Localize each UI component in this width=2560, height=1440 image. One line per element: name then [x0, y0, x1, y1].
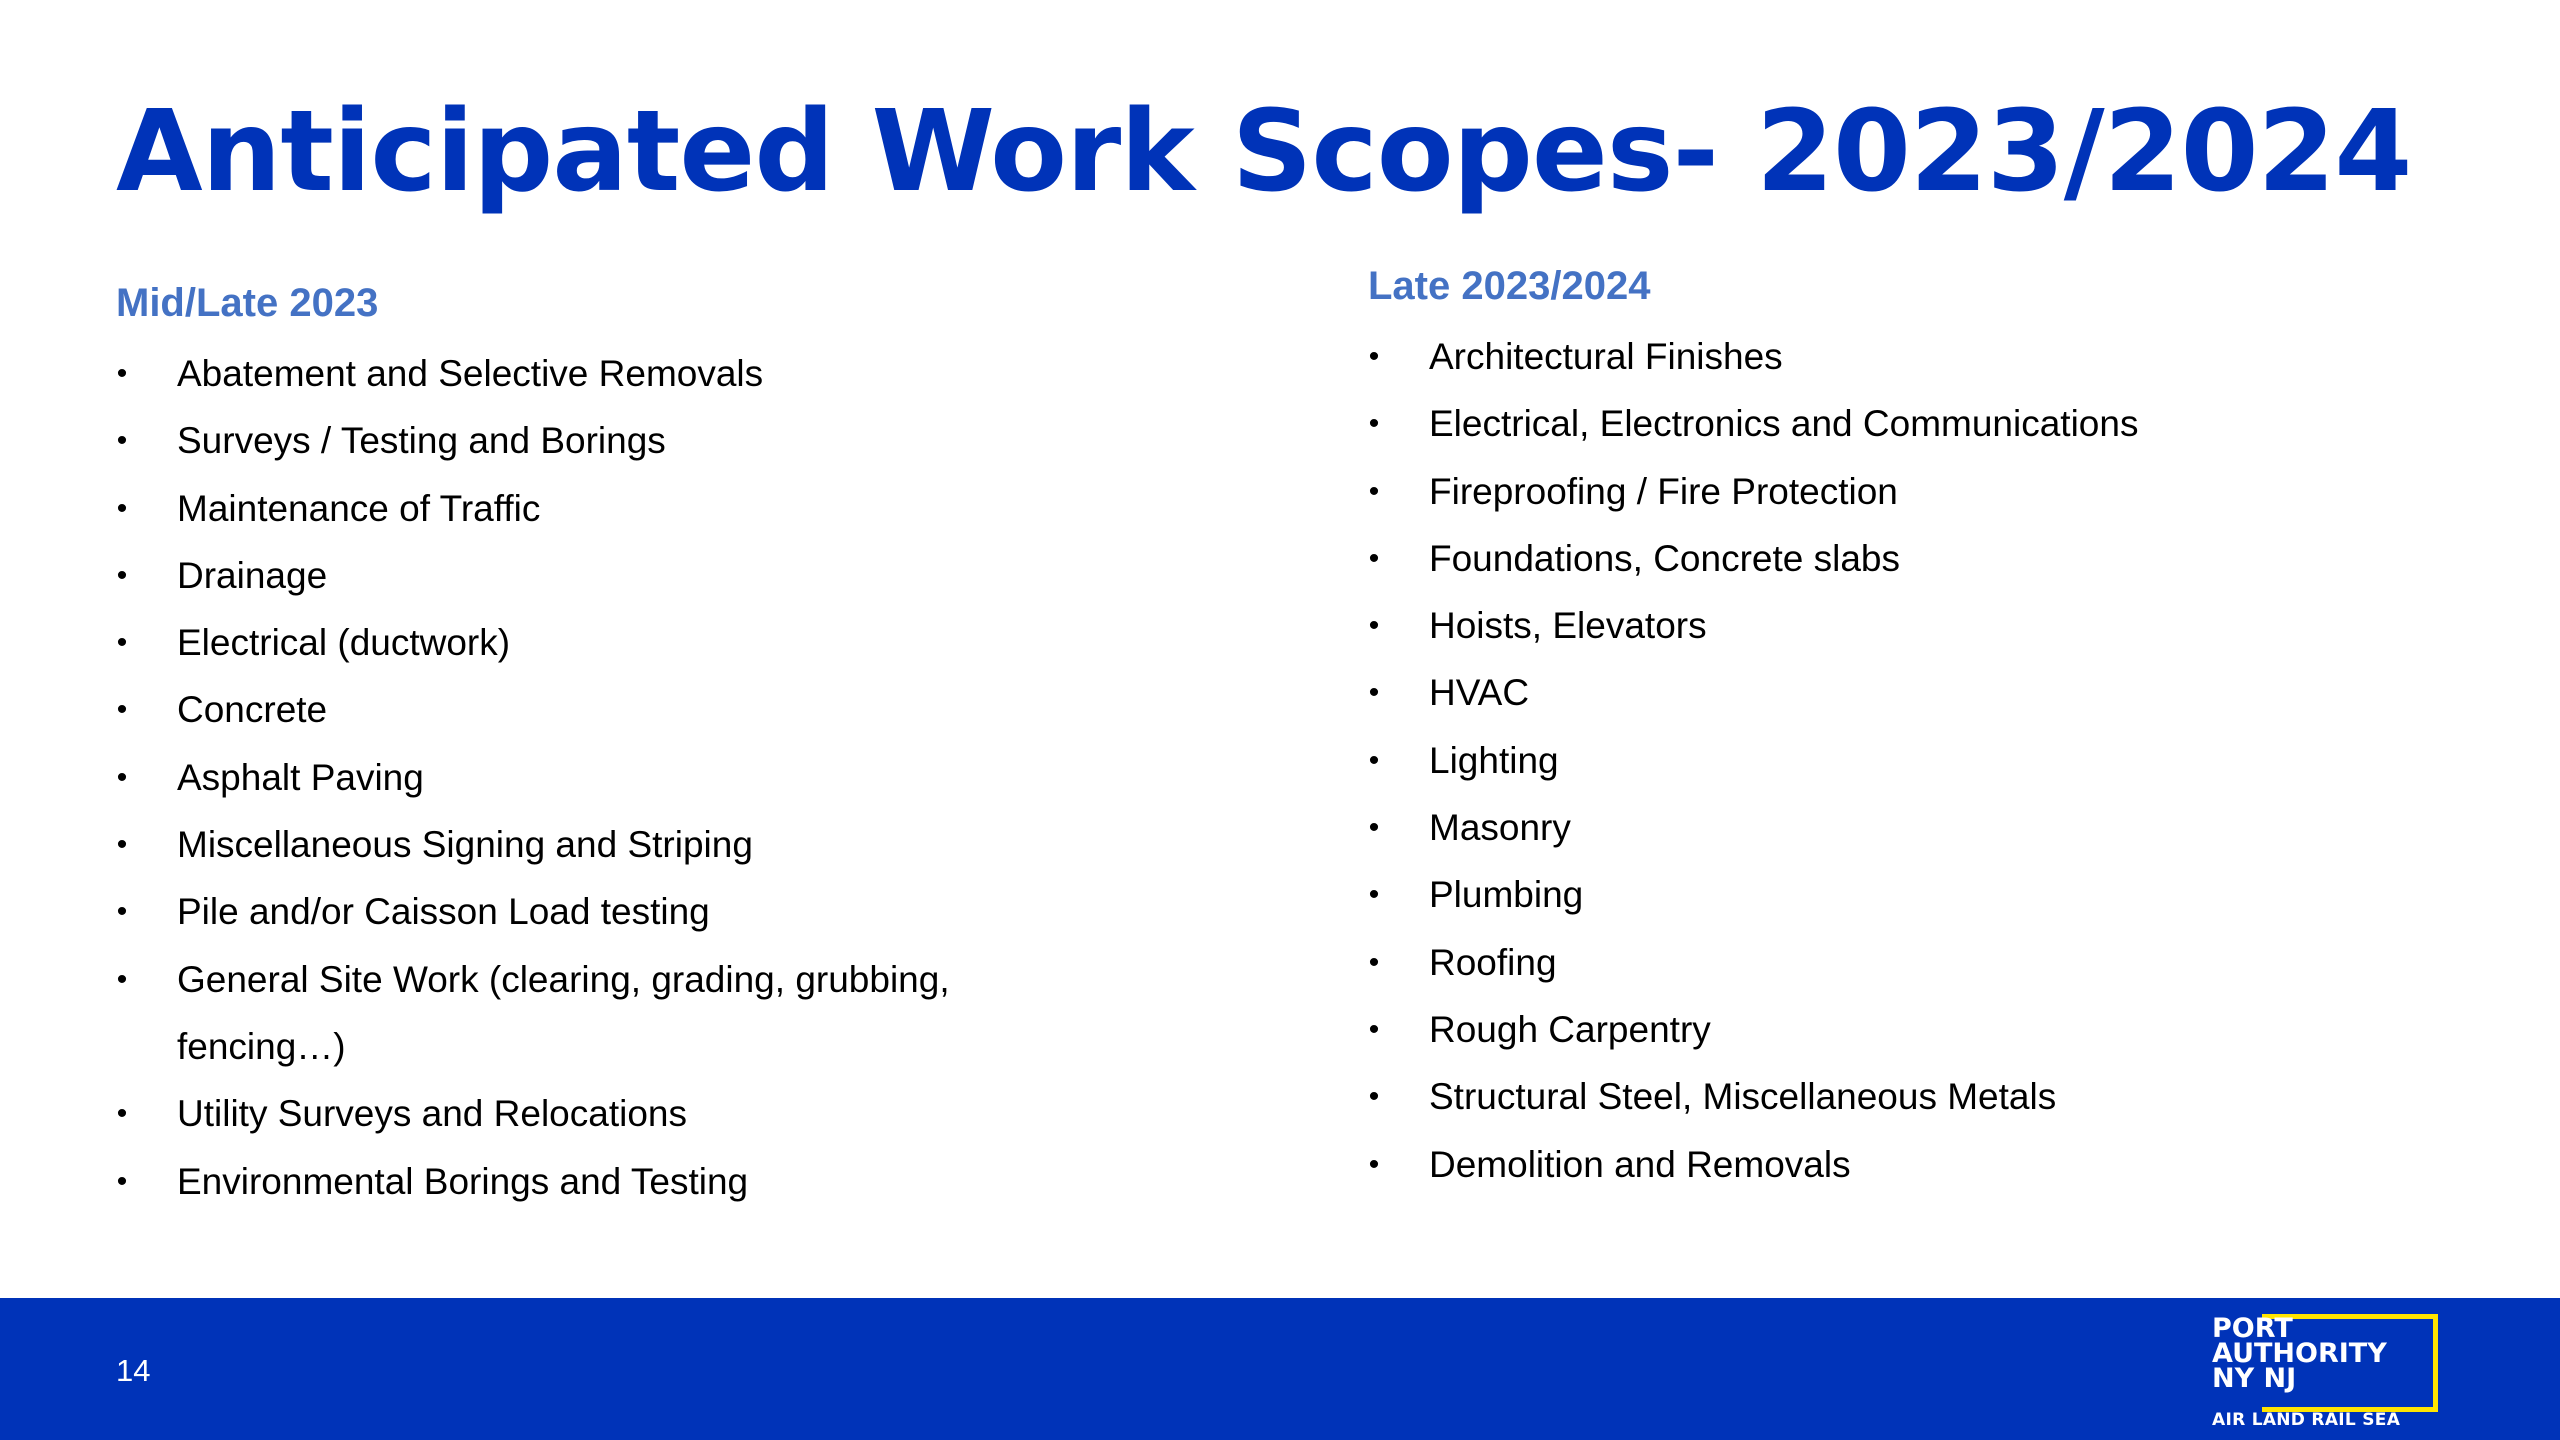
- list-item-text: Electrical (ductwork): [177, 622, 511, 664]
- left-column-heading: Mid/Late 2023: [116, 281, 379, 325]
- list-item-text: Drainage: [177, 554, 328, 596]
- list-item-text: Roofing: [1429, 941, 1557, 983]
- bullet-icon: •: [116, 1097, 128, 1131]
- bullet-icon: •: [116, 828, 128, 862]
- bullet-icon: •: [1368, 676, 1380, 710]
- right-scope-list: [1368, 323, 2138, 1198]
- list-item-text: Environmental Borings and Testing: [177, 1160, 749, 1202]
- list-item-text: Electrical, Electronics and Communications: [1429, 403, 2139, 445]
- logo-line-nynj: NY NJ: [2212, 1363, 2297, 1394]
- bullet-icon: •: [1368, 1012, 1380, 1046]
- bullet-icon: •: [1368, 1080, 1380, 1114]
- list-item: [116, 744, 1007, 811]
- list-item-text: Utility Surveys and Relocations: [177, 1093, 687, 1135]
- list-item: [1368, 1131, 2138, 1198]
- bullet-icon: •: [1368, 474, 1380, 508]
- bullet-icon: •: [116, 558, 128, 592]
- list-item-text: Maintenance of Traffic: [177, 487, 541, 529]
- bullet-icon: •: [1368, 811, 1380, 845]
- list-item: [1368, 659, 2138, 726]
- bullet-icon: •: [116, 626, 128, 660]
- logo-line-port: PORT: [2212, 1313, 2293, 1344]
- slide-title: Anticipated Work Scopes- 2023/2024: [116, 87, 2412, 217]
- bullet-icon: •: [1368, 743, 1380, 777]
- list-item: [1368, 458, 2138, 525]
- bullet-icon: •: [1368, 878, 1380, 912]
- list-item-text: Hoists, Elevators: [1429, 605, 1707, 647]
- bullet-icon: •: [116, 357, 128, 390]
- list-item-text: HVAC: [1429, 672, 1530, 714]
- list-item-text: Asphalt Paving: [177, 756, 424, 798]
- bullet-icon: •: [116, 424, 128, 458]
- list-item: [1368, 1063, 2138, 1130]
- bullet-icon: •: [1368, 609, 1380, 643]
- list-item-text: Demolition and Removals: [1429, 1143, 1851, 1185]
- list-item: [116, 609, 1007, 676]
- list-item: [116, 811, 1007, 878]
- list-item-text: Lighting: [1429, 739, 1559, 781]
- list-item-text: Rough Carpentry: [1429, 1008, 1711, 1050]
- list-item-text: Pile and/or Caisson Load testing: [177, 891, 710, 933]
- list-item-text: Abatement and Selective Removals: [177, 353, 764, 394]
- list-item: [116, 676, 1007, 743]
- list-item: [116, 946, 1007, 1081]
- list-item: [116, 475, 1007, 542]
- bullet-icon: •: [1368, 541, 1380, 575]
- list-item: [1368, 592, 2138, 659]
- right-column-heading: Late 2023/2024: [1368, 264, 1651, 308]
- list-item: [116, 1148, 1007, 1215]
- logo-line-authority: AUTHORITY: [2212, 1338, 2387, 1369]
- list-item-text: Surveys / Testing and Borings: [177, 420, 666, 462]
- list-item: [1368, 996, 2138, 1063]
- list-item-text: Fireproofing / Fire Protection: [1429, 470, 1898, 512]
- list-item-text: Concrete: [177, 689, 328, 731]
- bullet-icon: •: [1368, 340, 1380, 373]
- list-item: [116, 407, 1007, 474]
- left-scope-list: [116, 340, 1007, 1215]
- list-item: [116, 1080, 1007, 1147]
- list-item: [1368, 861, 2138, 928]
- bullet-icon: •: [116, 760, 128, 794]
- list-item-text: Architectural Finishes: [1429, 336, 1783, 377]
- bullet-icon: •: [1368, 1147, 1380, 1181]
- list-item: [1368, 525, 2138, 592]
- footer-bar: [0, 1298, 2560, 1440]
- list-item-text: Masonry: [1429, 807, 1571, 849]
- list-item: [1368, 727, 2138, 794]
- bullet-icon: •: [1368, 945, 1380, 979]
- list-item: [116, 878, 1007, 945]
- list-item: [1368, 323, 2138, 390]
- bullet-icon: •: [116, 895, 128, 929]
- list-item-text: Plumbing: [1429, 874, 1584, 916]
- list-item: [116, 340, 1007, 407]
- list-item-text: Structural Steel, Miscellaneous Metals: [1429, 1076, 2057, 1118]
- port-authority-logo: [2212, 1310, 2448, 1434]
- list-item: [116, 542, 1007, 609]
- bullet-icon: •: [116, 1164, 128, 1198]
- list-item: [1368, 794, 2138, 861]
- bullet-icon: •: [1368, 407, 1380, 441]
- bullet-icon: •: [116, 491, 128, 525]
- list-item-text: Miscellaneous Signing and Striping: [177, 824, 753, 866]
- list-item: [1368, 390, 2138, 457]
- list-item-text: General Site Work (clearing, grading, grubbing, fencing…): [177, 958, 950, 1067]
- list-item-text: Foundations, Concrete slabs: [1429, 537, 1900, 579]
- bullet-icon: •: [116, 693, 128, 727]
- list-item: [1368, 929, 2138, 996]
- page-number: 14: [116, 1353, 151, 1388]
- bullet-icon: •: [116, 962, 128, 996]
- logo-tagline: AIR LAND RAIL SEA: [2212, 1410, 2401, 1430]
